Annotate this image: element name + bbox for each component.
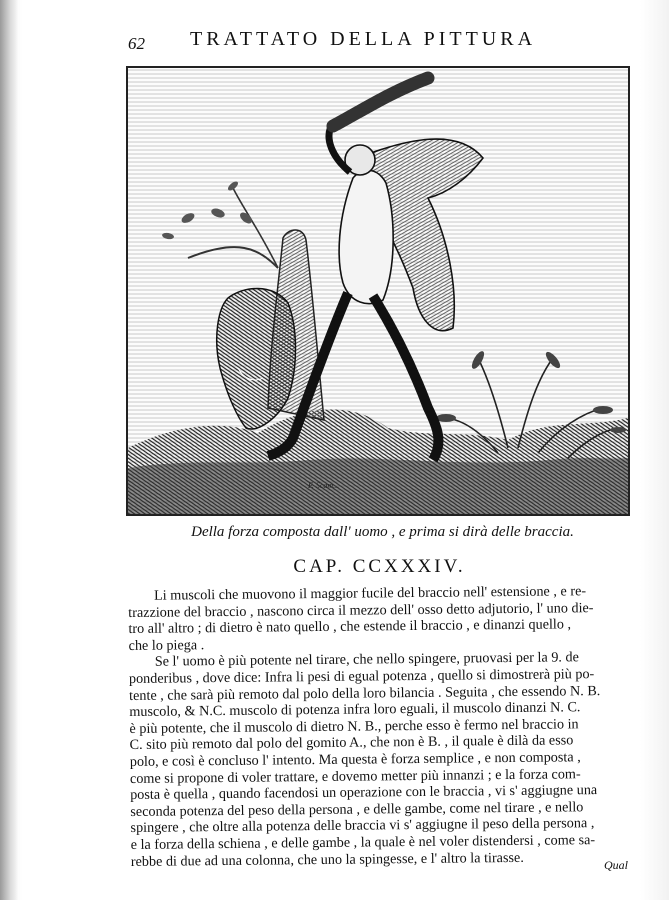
text-line: muscolo, & N.C. muscolo di potenza infra loro eguali, il muscolo dinanzi N. C. xyxy=(129,699,581,721)
page-number: 62 xyxy=(128,34,145,53)
catchword: Qual xyxy=(604,858,628,872)
running-title: TRATTATO DELLA PITTURA xyxy=(190,28,537,50)
body-text xyxy=(128,583,646,870)
text-line: Se l' uomo è più potente nel tirare, che nello spingere, pruovasi per la 9. de xyxy=(154,649,579,671)
text-line: è più potente, che il muscolo di dietro N. B., perche esso è fermo nel braccio in xyxy=(129,716,579,737)
chapter-heading: CAP. CCXXXIV. xyxy=(293,556,466,577)
text-line: spingere , che oltre alla potenza delle braccia vi s' aggiugne il peso della persona , xyxy=(130,815,595,837)
text-line: ponderibus , dove dice: Infra li pesi di egual potenza , quello si dimostrerà più po- xyxy=(128,666,595,687)
text-line: tro all' altro ; di dietro è nato quello , che estende il braccio , e dinanzi quello , xyxy=(128,616,572,638)
text-line: rebbe di due ad una colonna, che uno la spingesse, e l' altro la tirasse. xyxy=(130,849,524,870)
text-line: Li muscoli che muovono il maggior fucile del braccio nell' estensione , e re- xyxy=(153,583,587,604)
text-line: seconda potenza del peso della persona , e delle gambe, come nel tirare , e nello xyxy=(130,798,584,820)
engraving-plate xyxy=(126,66,630,516)
page-gutter-shadow xyxy=(0,0,18,900)
engraving-illustration xyxy=(128,68,628,514)
text-line: tente , che sarà più remoto dal polo della loro bilancia . Seguita , che essendo N. B. xyxy=(129,682,601,704)
text-line: come si propone di voler trattare, e dovemo metter più innanzi ; e la forza com- xyxy=(129,765,581,787)
text-line: e la forza della schiena , e delle gambe , la quale è nel voler distendersi , come sa- xyxy=(130,832,596,853)
engraver-signature: F. Scam... xyxy=(308,481,340,490)
text-line: trazzione del braccio , nascono circa il mezzo dell' osso detto adjutorio, l' uno die- xyxy=(128,599,594,621)
text-line: che lo piega . xyxy=(128,636,205,654)
illustration-caption: Della forza composta dall' uomo , e prima si dirà delle braccia. xyxy=(191,524,574,540)
text-line: C. sito più remoto dal polo del gomito A., che non è B. , il quale è dilà da esso xyxy=(129,732,574,754)
text-line: posta è quella , quando facendosi un operazione con le braccia , vi s' aggiugne una xyxy=(130,782,598,804)
text-line: polo, e così è concluso l' intento. Ma questa è forza semplice , e non composta , xyxy=(129,749,581,770)
